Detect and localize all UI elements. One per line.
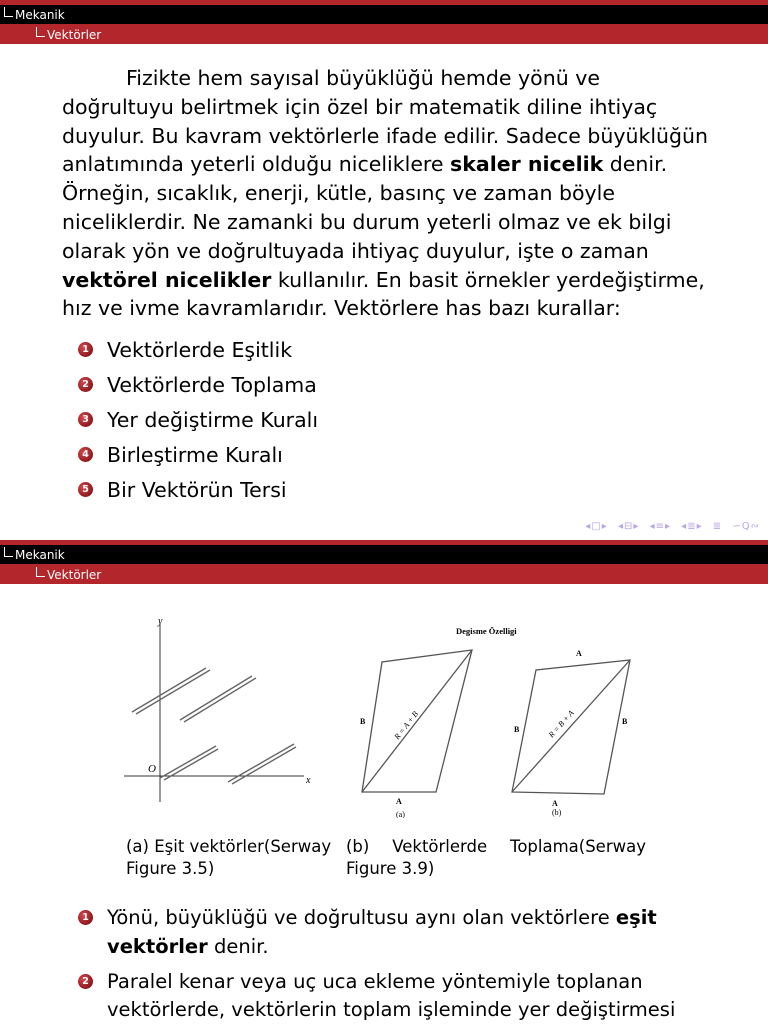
list-item: 3 Yer değiştirme Kuralı <box>78 408 318 443</box>
number-ball-icon: 5 <box>78 482 93 497</box>
slide-header <box>0 0 768 44</box>
number-ball-icon: 1 <box>78 342 93 357</box>
figure-title: Degisme Özelligi <box>456 626 517 636</box>
tree-corner-icon <box>4 547 13 557</box>
nav-section-icon[interactable]: ◂≡▸ <box>649 521 671 532</box>
nav-align-icon[interactable]: ≣ <box>712 521 723 532</box>
number-ball-icon: 1 <box>78 910 93 925</box>
slide-header <box>0 540 768 584</box>
term-vector: vektörel nicelikler <box>62 267 272 292</box>
label-b-left: B <box>360 717 366 726</box>
nav-document-icon[interactable]: ◂≣▸ <box>681 521 703 532</box>
list-item: 1 Yönü, büyüklüğü ve doğrultusu aynı olan vektörlere eşit vektörler denir. <box>78 904 678 962</box>
beamer-nav-bar <box>579 521 760 535</box>
list-item: 2 Vektörlerde Toplama <box>78 373 318 408</box>
tree-corner-icon <box>4 7 13 17</box>
label-a-bottom-left: A <box>396 797 402 806</box>
x-axis-label: x <box>306 775 311 786</box>
nav-frame-prev-icon[interactable]: ◂□▸ <box>585 521 608 532</box>
tree-corner-icon <box>36 567 45 577</box>
label-b-left-right: B <box>514 725 520 734</box>
sub-label-a: (a) <box>396 810 405 818</box>
number-ball-icon: 2 <box>78 377 93 392</box>
vector-arrow <box>164 749 218 780</box>
resultant-vector-right <box>512 660 630 792</box>
equal-vectors-figure <box>118 616 318 806</box>
breadcrumb-subsection[interactable]: Vektörler <box>36 567 101 582</box>
nav-search-icon[interactable]: ∽Q∾ <box>732 521 760 532</box>
vector-arrow <box>184 678 256 722</box>
vector-arrow <box>232 747 296 784</box>
vector-addition-figure <box>340 620 650 818</box>
header-section-bar <box>0 545 768 564</box>
properties-list <box>78 904 678 1024</box>
intro-paragraph: Fizikte hem sayısal büyüklüğü hemde yönü ve doğrultuyu belirtmek için özel bir matematik diline ihtiyaç duyulur. Bu kavram vektörlerle ifade edilir. Sadece büyüklüğün anlatımında yeterli olduğu niceliklere skaler nicelik denir. Örneğin, sıcaklık, enerji, kütle, basınç ve zaman böyle niceliklerdir. Ne zamanki bu durum yeterli olmaz ve ek bilgi olarak yön ve doğrultuyada ihtiyaç duyulur, işte o zaman vektörel nicelikler kullanılır. En basit örnekler yerdeğiştirme, hız ve ivme kavramlarıdır. Vektörlere has bazı kurallar: <box>62 66 709 321</box>
breadcrumb-subsection[interactable]: Vektörler <box>36 27 101 42</box>
caption-b: (b) Vektörlerde Toplama(Serway Figure 3.9) <box>346 837 646 878</box>
resultant-label-right: R = B + A <box>546 708 576 740</box>
resultant-vector-left <box>362 650 472 792</box>
number-ball-icon: 2 <box>78 974 93 989</box>
label-b-right: B <box>622 717 628 726</box>
vector-arrow <box>132 668 206 712</box>
y-axis-label: y <box>158 616 163 627</box>
vector-arrow <box>180 676 252 720</box>
term-scalar: skaler nicelik <box>450 152 604 177</box>
origin-label: O <box>148 763 156 775</box>
label-a-bottom-right: A <box>552 799 558 808</box>
list-item: 2 Paralel kenar veya uç uca ekleme yöntemiyle toplanan vektörlerde, vektörlerin toplam işleminde yer değiştirmesi <box>78 968 678 1024</box>
vector-arrow <box>136 670 210 714</box>
nav-subsection-icon[interactable]: ◂⊟▸ <box>617 521 640 532</box>
vector-arrow <box>160 746 216 778</box>
list-item: 4 Birleştirme Kuralı <box>78 443 318 478</box>
number-ball-icon: 3 <box>78 412 93 427</box>
label-a-top-right: A <box>576 649 582 658</box>
term-equal-vectors: eşit vektörler <box>107 906 657 958</box>
slide-2 <box>0 540 768 1024</box>
breadcrumb-section[interactable]: Mekanik <box>4 7 65 22</box>
header-subsection-bar <box>0 564 768 584</box>
number-ball-icon: 4 <box>78 447 93 462</box>
header-section-bar <box>0 5 768 24</box>
sub-label-b: (b) <box>552 808 562 817</box>
breadcrumb-section[interactable]: Mekanik <box>4 547 65 562</box>
resultant-label-left: R = A + B <box>392 709 420 742</box>
tree-corner-icon <box>36 27 45 37</box>
header-subsection-bar <box>0 24 768 44</box>
list-item: 1 Vektörlerde Eşitlik <box>78 338 318 373</box>
caption-a: (a) Eşit vektörler(Serway Figure 3.5) <box>126 837 332 878</box>
list-item: 5 Bir Vektörün Tersi <box>78 478 318 513</box>
rules-list <box>78 338 318 513</box>
